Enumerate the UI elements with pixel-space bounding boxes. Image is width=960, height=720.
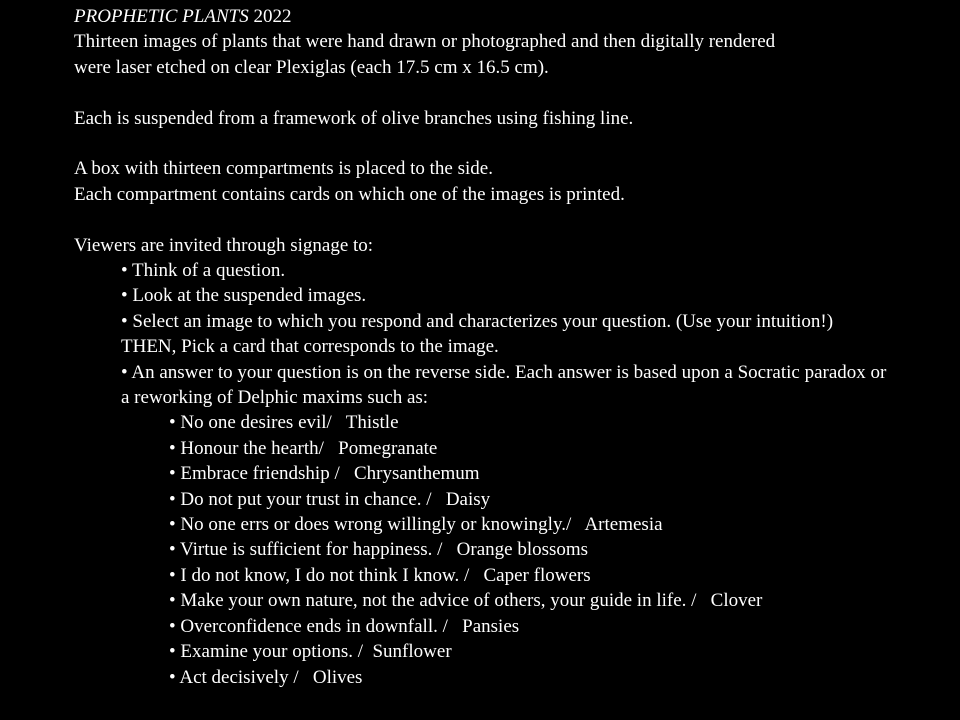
maxim-item: • No one desires evil/ Thistle: [169, 412, 399, 434]
maxim-item: • Honour the hearth/ Pomegranate: [169, 437, 438, 459]
suspension-text: Each is suspended from a framework of olive branches using fishing line.: [74, 107, 634, 129]
maxim-item: • Virtue is sufficient for happiness. / Orange blossoms: [169, 539, 589, 561]
spacer: [74, 131, 934, 156]
step-item: • An answer to your question is on the reverse side. Each answer is based upon a Socratic paradox or a reworking of Delphic maxims such as:: [121, 361, 887, 409]
artwork-title-name: PROPHETIC PLANTS: [74, 6, 249, 27]
spacer: [74, 207, 934, 232]
maxim-item: • Make your own nature, not the advice of others, your guide in life. / Clover: [169, 590, 763, 612]
instructions-intro: Viewers are invited through signage to:: [74, 234, 374, 256]
maxim-item: • Examine your options. / Sunflower: [169, 641, 452, 663]
box-line-1: A box with thirteen compartments is placed to the side.: [74, 158, 493, 180]
steps-list: [74, 258, 934, 410]
maxim-item: • I do not know, I do not think I know. / Caper flowers: [169, 564, 591, 586]
step-item: • Think of a question.: [121, 260, 286, 282]
maxim-item: • Overconfidence ends in downfall. / Pansies: [169, 615, 520, 637]
maxim-item: • No one errs or does wrong willingly or knowingly./ Artemesia: [169, 514, 663, 536]
step-item: • Look at the suspended images.: [121, 285, 367, 307]
artwork-description: [74, 4, 934, 690]
spacer: [74, 80, 934, 105]
step-item: • Select an image to which you respond and characterizes your question. (Use your intuition!) THEN, Pick a card that corresponds to the image.: [121, 310, 834, 358]
maxims-list: [74, 410, 934, 689]
box-line-2: Each compartment contains cards on which one of the images is printed.: [74, 183, 625, 205]
artwork-title: [74, 4, 934, 29]
maxim-item: • Do not put your trust in chance. / Daisy: [169, 488, 491, 510]
artwork-title-year: 2022: [248, 6, 292, 27]
maxim-item: • Embrace friendship / Chrysanthemum: [169, 463, 480, 485]
maxim-item: • Act decisively / Olives: [169, 666, 363, 688]
intro-line-1: Thirteen images of plants that were hand drawn or photographed and then digitally rendered: [74, 31, 776, 53]
intro-line-2: were laser etched on clear Plexiglas (each 17.5 cm x 16.5 cm).: [74, 56, 549, 78]
